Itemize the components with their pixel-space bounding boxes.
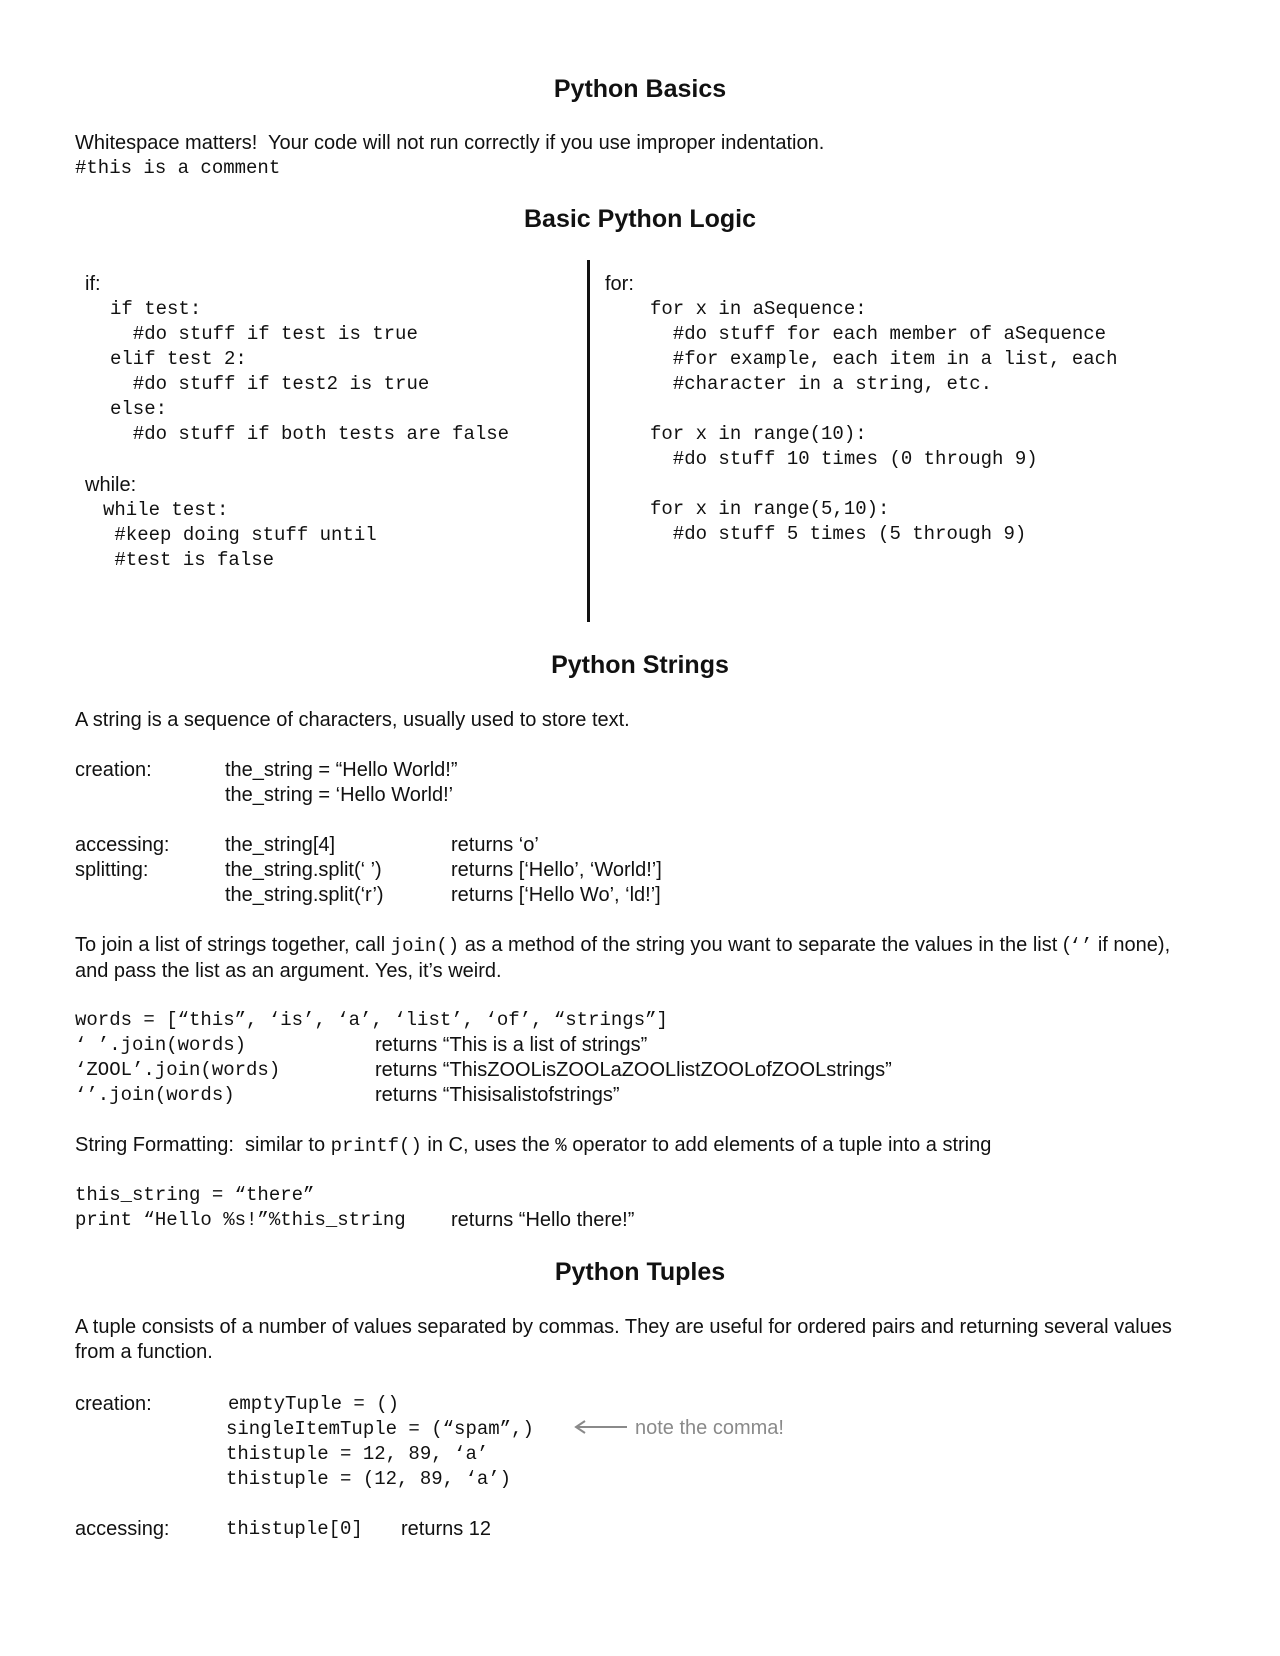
if-label: if: xyxy=(85,273,101,295)
string-creation-line: the_string = “Hello World!” xyxy=(225,759,458,781)
join-example-code: ‘ZOOL’.join(words) xyxy=(75,1059,281,1081)
tuples-heading: Python Tuples xyxy=(554,1258,726,1286)
tuple-accessing-code: thistuple[0] xyxy=(226,1518,363,1540)
join-empty-code: ‘’ xyxy=(1069,935,1093,957)
join-example-code: ‘ ’.join(words) xyxy=(75,1034,247,1056)
whitespace-note: Whitespace matters! Your code will not run correctly if you use improper indentation. xyxy=(75,132,825,154)
tuple-creation-label: creation: xyxy=(75,1393,152,1415)
join-example-result: returns “ThisZOOLisZOOLaZOOLlistZOOLofZOOLstrings” xyxy=(375,1059,892,1081)
tuples-intro: A tuple consists of a number of values separated by commas. They are useful for ordered pairs and returning several values from a function. xyxy=(75,1316,1172,1363)
for-code-line: #character in a string, etc. xyxy=(650,373,993,395)
accessing-label: accessing: xyxy=(75,834,170,856)
while-code-line: #test is false xyxy=(103,549,275,571)
split-code: the_string.split(‘r’) xyxy=(225,884,384,906)
accessing-code: the_string[4] xyxy=(225,834,336,856)
comma-note: note the comma! xyxy=(635,1417,784,1439)
format-text: operator to add elements of a tuple into a string xyxy=(566,1134,992,1156)
join-text: To join a list of strings together, call xyxy=(75,934,391,956)
for-code-line: #for example, each item in a list, each xyxy=(650,348,1118,370)
tuple-creation-line: emptyTuple = () xyxy=(228,1393,400,1415)
logic-heading: Basic Python Logic xyxy=(524,205,756,233)
for-label: for: xyxy=(605,273,634,295)
splitting-label: splitting: xyxy=(75,859,149,881)
if-code-line: #do stuff if both tests are false xyxy=(110,423,510,445)
for-code-line: for x in range(5,10): xyxy=(650,498,890,520)
join-example-result: returns “Thisisalistofstrings” xyxy=(375,1084,620,1106)
words-line: words = [“this”, ‘is’, ‘a’, ‘list’, ‘of’, “strings”] xyxy=(75,1009,668,1031)
if-code-line: #do stuff if test is true xyxy=(110,323,418,345)
left-arrow-icon xyxy=(573,1420,628,1434)
comment-example: #this is a comment xyxy=(75,157,281,179)
while-code-line: while test: xyxy=(103,499,229,521)
while-label: while: xyxy=(85,474,137,496)
strings-heading: Python Strings xyxy=(551,651,729,679)
tuple-creation-line: thistuple = (12, 89, ‘a’) xyxy=(226,1468,512,1490)
tuple-creation-line: thistuple = 12, 89, ‘a’ xyxy=(226,1443,489,1465)
format-code: % xyxy=(555,1135,567,1157)
split-code: the_string.split(‘ ’) xyxy=(225,859,382,881)
column-divider xyxy=(587,260,590,622)
creation-label: creation: xyxy=(75,759,152,781)
join-example-result: returns “This is a list of strings” xyxy=(375,1034,648,1056)
format-code-line: this_string = “there” xyxy=(75,1184,315,1206)
join-code: join() xyxy=(390,935,460,957)
tuple-accessing-label: accessing: xyxy=(75,1518,170,1540)
split-result: returns [‘Hello Wo’, ‘ld!’] xyxy=(451,884,661,906)
for-code-line: for x in aSequence: xyxy=(650,298,867,320)
format-text: in C, uses the xyxy=(421,1134,556,1156)
join-text: if none), and pass the list as an argument. Yes, it’s weird. xyxy=(75,934,1171,982)
strings-intro: A string is a sequence of characters, usually used to store text. xyxy=(75,709,630,731)
if-code-line: else: xyxy=(110,398,168,420)
page-title: Python Basics xyxy=(553,75,727,103)
if-code-line: #do stuff if test2 is true xyxy=(110,373,430,395)
split-result: returns [‘Hello’, ‘World!’] xyxy=(451,859,662,881)
accessing-result: returns ‘o’ xyxy=(451,834,539,856)
for-code-line: for x in range(10): xyxy=(650,423,867,445)
join-example-code: ‘’.join(words) xyxy=(75,1084,235,1106)
tuple-accessing-result: returns 12 xyxy=(401,1518,492,1540)
if-code-line: if test: xyxy=(110,298,202,320)
join-paragraph xyxy=(75,933,1175,984)
for-code-line: #do stuff 10 times (0 through 9) xyxy=(650,448,1038,470)
format-code: printf() xyxy=(330,1135,422,1157)
format-code-line: print “Hello %s!”%this_string xyxy=(75,1209,406,1231)
format-text: String Formatting: similar to xyxy=(75,1134,331,1156)
while-code-line: #keep doing stuff until xyxy=(103,524,377,546)
tuple-creation-line: singleItemTuple = (“spam”,) xyxy=(226,1418,534,1440)
for-code-line: #do stuff 5 times (5 through 9) xyxy=(650,523,1027,545)
if-code-line: elif test 2: xyxy=(110,348,247,370)
for-code-line: #do stuff for each member of aSequence xyxy=(650,323,1107,345)
format-result: returns “Hello there!” xyxy=(451,1209,635,1231)
string-creation-line: the_string = ‘Hello World!’ xyxy=(225,784,454,806)
join-text: as a method of the string you want to separate the values in the list ( xyxy=(459,934,1070,956)
format-paragraph xyxy=(75,1133,991,1159)
